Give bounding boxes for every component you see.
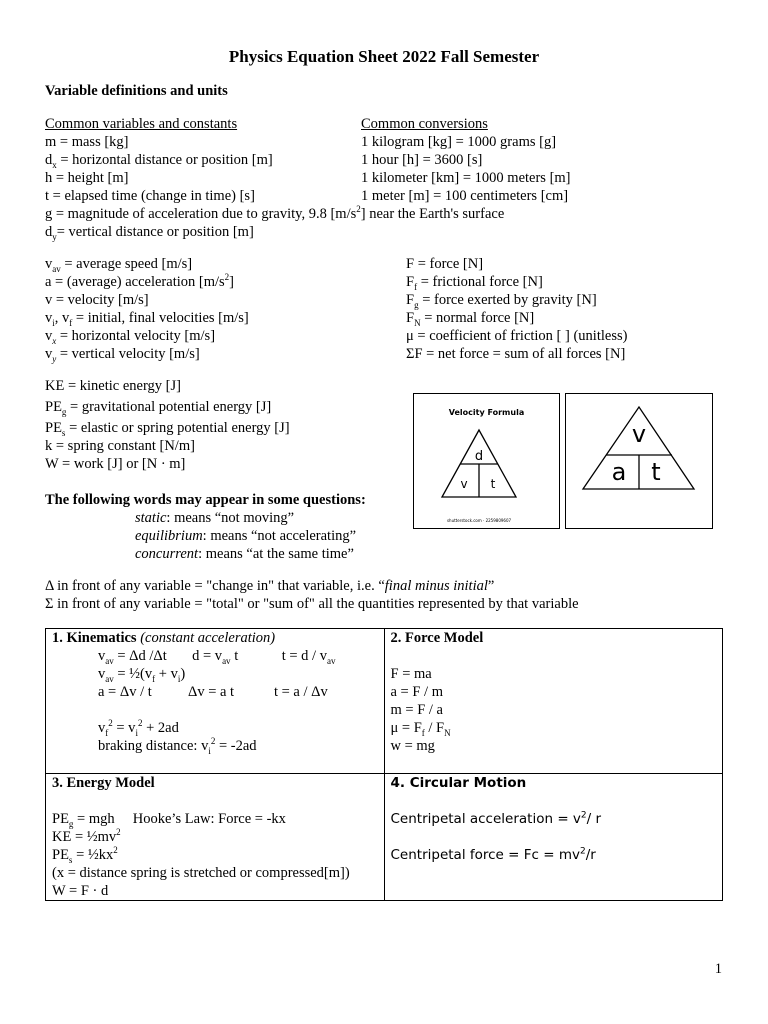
- var-vi-vf: $v_i$, $v_f$ = initial, final velocities [m/s]: [45, 310, 249, 328]
- word-static: static: means “not moving”: [135, 510, 295, 526]
- var-mass: m = mass [kg]: [45, 134, 129, 150]
- var-pes: $PE_s$ = elastic or spring potential energy [J]: [45, 420, 290, 438]
- section-heading: Variable definitions and units: [45, 83, 228, 99]
- circular-eq: Centripetal force = $Fc = mv^2/r$: [390, 846, 596, 863]
- var-work: W = work [J] or [N · m]: [45, 456, 186, 472]
- force-eq: w = mg: [390, 738, 435, 754]
- conversions-heading: Common conversions: [361, 116, 488, 132]
- energy-eq: $PE_g$ = mgh Hooke’s Law: Force = -kx: [52, 811, 286, 829]
- word-equilibrium: equilibrium: means “not accelerating”: [135, 528, 357, 544]
- var-net-force: ΣF = net force = sum of all forces [N]: [406, 346, 626, 362]
- equation-table: [45, 628, 723, 901]
- var-gravity-force: $F_g$ = force exerted by gravity [N]: [406, 292, 597, 310]
- figure2-top-label: v: [631, 420, 647, 448]
- word-concurrent: concurrent: means “at the same time”: [135, 546, 354, 562]
- figure1-left-label: v: [460, 477, 468, 491]
- var-height: h = height [m]: [45, 170, 129, 186]
- force-model-title: 2. Force Model: [390, 630, 484, 646]
- energy-eq: KE = $\frac{1}{2}mv^2$: [52, 827, 121, 845]
- velocity-triangle-icon: [414, 394, 559, 528]
- var-ke: KE = kinetic energy [J]: [45, 378, 181, 394]
- kinematics-title: 1. Kinematics (constant acceleration): [52, 630, 276, 646]
- force-eq: $\mu = F_f / F_N$: [390, 720, 451, 738]
- figure1-right-label: t: [490, 477, 496, 491]
- var-acceleration: a = (average) acceleration $[m/s^2]$: [45, 272, 234, 290]
- conversion-item: 1 meter [m] = 100 centimeters [cm]: [361, 188, 569, 204]
- acceleration-formula-figure: [565, 393, 713, 529]
- var-force: F = force [N]: [406, 256, 484, 272]
- page-number: 1: [714, 961, 722, 977]
- kinematics-eq-row: $v_f^2 = v_i^2 + 2ad$: [98, 718, 179, 738]
- force-eq: a = F / m: [390, 684, 443, 700]
- kinematics-eq-row: $v_{av} = \Delta d$ /Δt $d = v_{av}$ t $t = d / v_{av}$: [98, 648, 336, 666]
- kinematics-eq-row: braking distance: $v_i^2 = -2ad$: [98, 736, 257, 756]
- figure2-left-label: a: [611, 458, 627, 486]
- var-vx: $v_x$ = horizontal velocity [m/s]: [45, 328, 216, 346]
- energy-model-cell: [46, 774, 385, 901]
- velocity-formula-figure: [413, 393, 560, 529]
- var-velocity: v = velocity [m/s]: [45, 292, 149, 308]
- circular-motion-title: 4. Circular Motion: [390, 775, 527, 791]
- sigma-definition: Σ in front of any variable = "total" or "sum of" all the quantities represented by that variable: [45, 596, 579, 612]
- var-vy: $v_y$ = vertical velocity [m/s]: [45, 346, 200, 364]
- var-spring-constant: k = spring constant [N/m]: [45, 438, 195, 454]
- var-dx: $d_x$ = horizontal distance or position [m]: [45, 152, 273, 170]
- page-title: Physics Equation Sheet 2022 Fall Semester: [228, 47, 540, 66]
- figure1-title: Velocity Formula: [448, 408, 525, 417]
- var-time: t = elapsed time (change in time) [s]: [45, 188, 255, 204]
- var-peg: $PE_g$ = gravitational potential energy [J]: [45, 399, 272, 417]
- var-vav: $v_{av}$ = average speed [m/s]: [45, 256, 193, 274]
- var-mu: μ = coefficient of friction [ ] (unitless): [406, 328, 628, 344]
- figure1-top-label: d: [474, 449, 484, 464]
- figure1-credit: shutterstock.com · 2259809607: [446, 518, 512, 523]
- kinematics-eq-row: a = Δv / t Δv = a t t = a / Δv: [98, 684, 328, 700]
- energy-eq: (x = distance spring is stretched or compressed[m]): [52, 865, 350, 881]
- force-eq: F = ma: [390, 666, 432, 682]
- conversion-item: 1 kilogram [kg] = 1000 grams [g]: [361, 134, 557, 150]
- words-heading: The following words may appear in some questions:: [45, 492, 366, 508]
- energy-eq: $PE_s$ = $\frac{1}{2}kx^2$: [52, 845, 118, 865]
- kinematics-eq-row: $v_{av}$ = $\frac{1}{2}(v_f + v_i)$: [98, 666, 186, 684]
- delta-definition: Δ in front of any variable = "change in" that variable, i.e. “final minus initial”: [45, 578, 495, 594]
- energy-eq: W = F · d: [52, 883, 109, 899]
- kinematics-cell: [46, 629, 385, 774]
- common-vars-heading: Common variables and constants: [45, 116, 238, 132]
- energy-model-title: 3. Energy Model: [52, 775, 155, 791]
- var-gravity: g = magnitude of acceleration due to gravity, 9.8 $[m/s^2]$ near the Earth's surface: [45, 204, 505, 222]
- force-model-cell: [384, 629, 723, 774]
- circular-motion-cell: [384, 774, 723, 901]
- var-dy: $d_y=$ vertical distance or position [m]: [45, 224, 254, 242]
- acceleration-triangle-icon: [566, 394, 712, 528]
- circular-eq: Centripetal acceleration = $v^2/$ r: [390, 810, 602, 827]
- var-normal-force: $F_N$ = normal force [N]: [406, 310, 535, 328]
- force-eq: m = F / a: [390, 702, 443, 718]
- conversion-item: 1 hour [h] = 3600 [s]: [361, 152, 483, 168]
- conversion-item: 1 kilometer [km] = 1000 meters [m]: [361, 170, 571, 186]
- figure2-right-label: t: [651, 458, 661, 486]
- var-friction-force: $F_f$ = frictional force [N]: [406, 274, 543, 292]
